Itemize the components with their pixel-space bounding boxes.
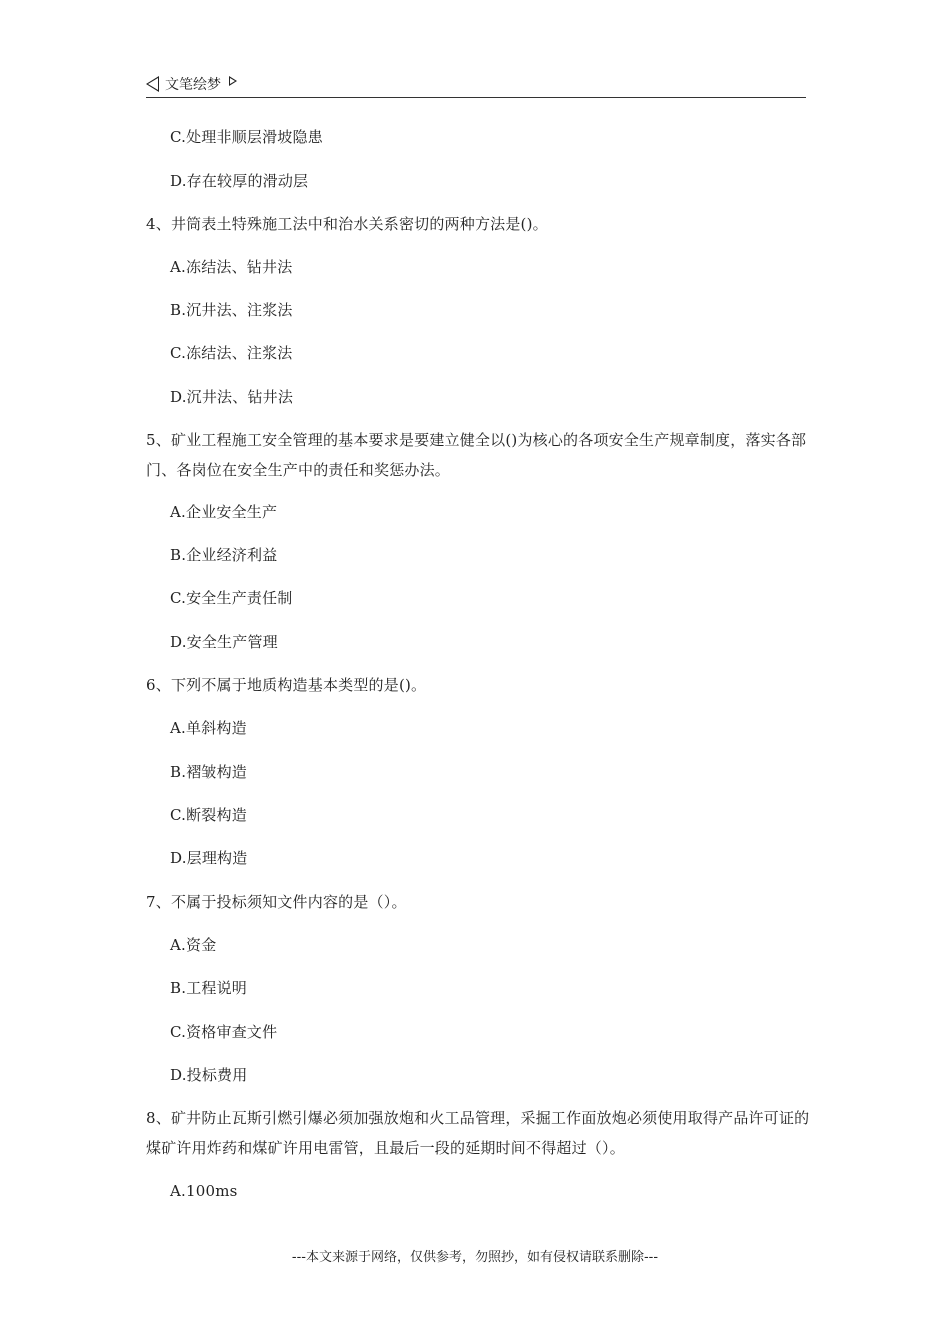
question-5: 5、矿业工程施工安全管理的基本要求是要建立健全以()为核心的各项安全生产规章制度，落实各部门、各岗位在安全生产中的责任和奖惩办法。 (146, 431, 807, 479)
option-a: A.100ms (170, 1182, 238, 1200)
option-a: A.冻结法、钻井法 (170, 258, 293, 276)
option-d: D.层理构造 (170, 849, 248, 867)
option-d: D.投标费用 (170, 1066, 248, 1084)
question-4: 4、井筒表土特殊施工法中和治水关系密切的两种方法是()。 (146, 215, 548, 233)
option-c: C.处理非顺层滑坡隐患 (170, 128, 323, 146)
option-c: C.冻结法、注浆法 (170, 344, 293, 362)
option-a: A.企业安全生产 (170, 503, 278, 521)
brand-label: 文笔绘梦 (165, 77, 221, 93)
option-b: B.褶皱构造 (170, 763, 247, 781)
question-8: 8、矿井防止瓦斯引燃引爆必须加强放炮和火工品管理，采掘工作面放炮必须使用取得产品许可证的煤矿许用炸药和煤矿许用电雷管，且最后一段的延期时间不得超过（）。 (146, 1109, 810, 1157)
option-d: D.存在较厚的滑动层 (170, 172, 309, 190)
option-a: A.资金 (170, 936, 217, 954)
triangle-left-icon (146, 76, 159, 92)
option-c: C.资格审查文件 (170, 1023, 278, 1041)
option-b: B.企业经济利益 (170, 546, 278, 564)
header-rule (146, 97, 806, 98)
option-b: B.沉井法、注浆法 (170, 301, 293, 319)
footer-disclaimer: ---本文来源于网络，仅供参考，勿照抄，如有侵权请联系删除--- (291, 1250, 659, 1265)
option-c: C.断裂构造 (170, 806, 247, 824)
option-a: A.单斜构造 (170, 719, 247, 737)
option-b: B.工程说明 (170, 979, 247, 997)
brand (146, 74, 237, 94)
page-header (146, 72, 806, 98)
triangle-right-icon (229, 76, 237, 86)
option-c: C.安全生产责任制 (170, 589, 293, 607)
question-7: 7、不属于投标须知文件内容的是（）。 (146, 893, 407, 911)
option-d: D.安全生产管理 (170, 633, 278, 651)
option-d: D.沉井法、钻井法 (170, 388, 294, 406)
question-6: 6、下列不属于地质构造基本类型的是()。 (146, 676, 427, 694)
